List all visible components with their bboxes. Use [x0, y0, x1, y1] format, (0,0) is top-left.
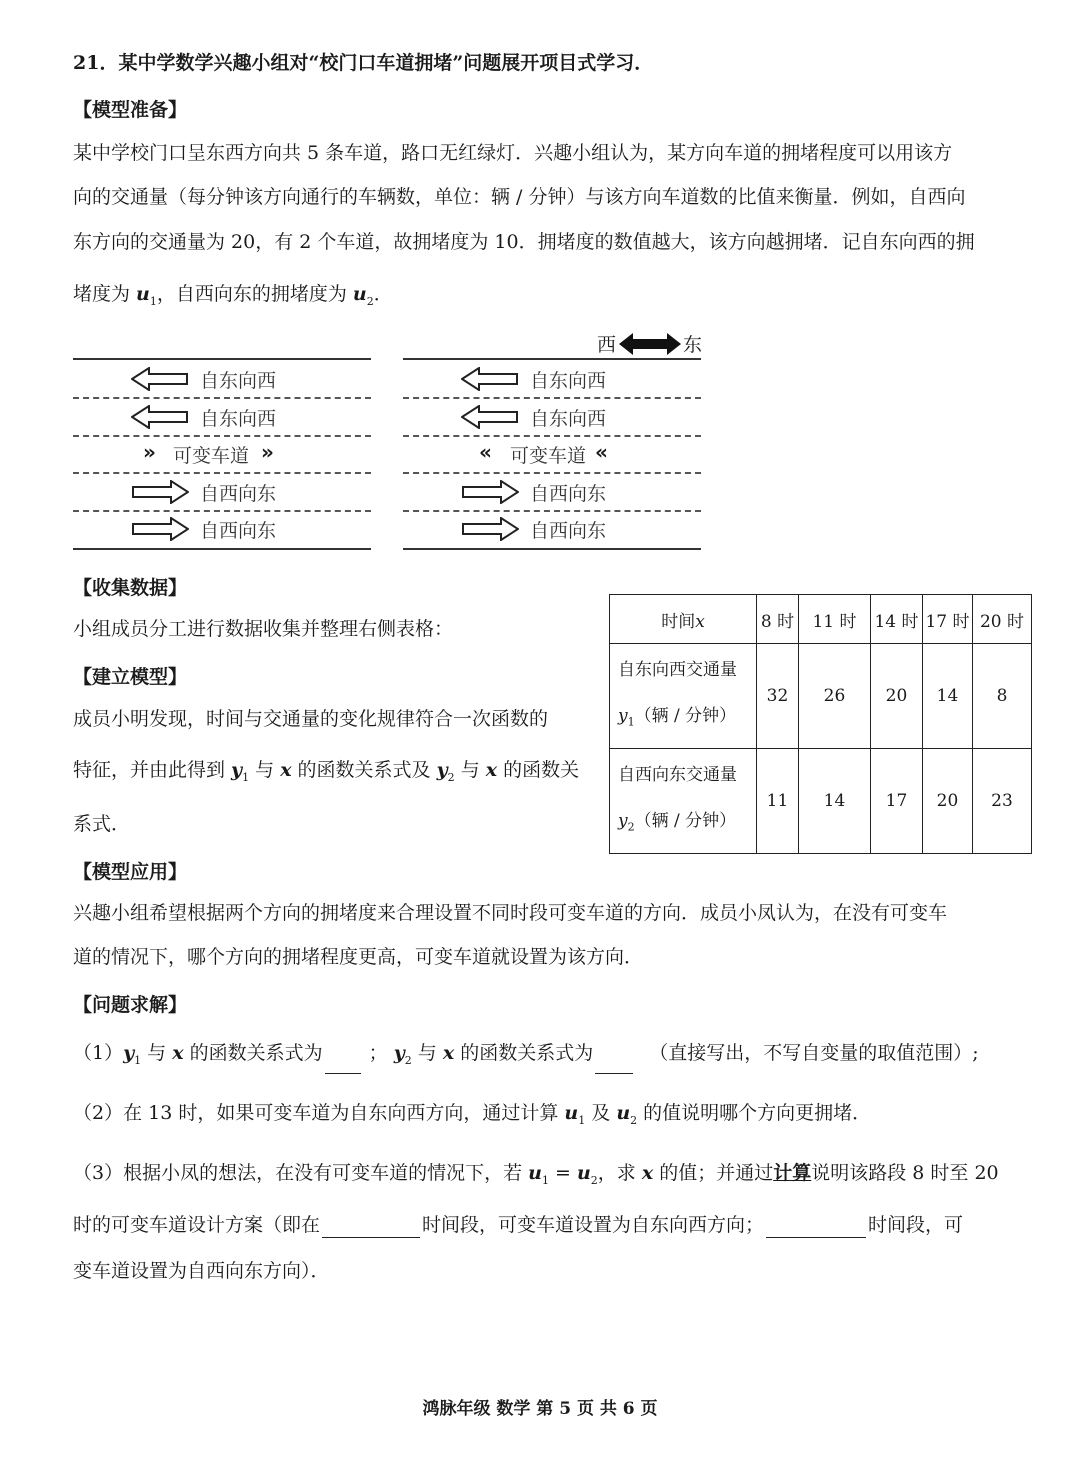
lane-west-to-east: 自西向东 — [73, 473, 371, 510]
question-3-line-2: 时的可变车道设计方案（即在 时间段，可变车道设置为自东向西方向； 时间段，可 — [73, 1214, 964, 1236]
prep-line-3: 东方向的交通量为 20，有 2 个车道，故拥堵度为 10．拥堵度的数值越大，该方向越拥堵．记自东向西的拥 — [73, 231, 975, 253]
lane-variable: « 可变车道 « — [479, 440, 608, 467]
answer-blank[interactable] — [325, 1053, 361, 1074]
table-cell: 26 — [799, 644, 871, 749]
answer-blank[interactable] — [595, 1053, 633, 1074]
right-arrow-icon — [131, 480, 189, 504]
question-2: （2）在 13 时，如果可变车道为自东向西方向，通过计算 $u_1$ 及 $u_2$ 的值说明哪个方向更拥堵． — [73, 1102, 872, 1127]
question-1: $(1)y_1$ 与 x 的函数关系式为 ； $y_2$ 与 x 的函数关系式为 （直接写出，不写自变量的取值范围）; — [73, 1040, 979, 1074]
compass — [597, 330, 707, 358]
section-model-apply: 【模型应用】 — [73, 861, 188, 883]
table-cell: 11 — [757, 749, 799, 854]
right-arrow-icon — [461, 517, 519, 541]
collect-text: 小组成员分工进行数据收集并整理右侧表格： — [73, 618, 454, 640]
table-row — [610, 644, 1032, 749]
table-row-label: 自东向西交通量 $y_1$（辆 / 分钟） — [610, 644, 757, 749]
lane-east-to-west: 自东向西 — [403, 360, 701, 397]
apply-line-1: 兴趣小组希望根据两个方向的拥堵度来合理设置不同时段可变车道的方向．成员小凤认为，在没有可变车 — [73, 902, 948, 924]
table-cell: 20 — [923, 749, 973, 854]
table-cell: 20 — [871, 644, 923, 749]
right-arrow-icon — [131, 517, 189, 541]
lane-west-to-east: 自西向东 — [403, 473, 701, 510]
chevron-right-icon: » — [261, 440, 274, 464]
table-header-time: 时间x — [610, 595, 757, 644]
lane-east-to-west: 自东向西 — [73, 360, 371, 397]
prep-line-1: 某中学校门口呈东西方向共 5 条车道，路口无红绿灯．兴趣小组认为，某方向车道的拥堵程度可以用该方 — [73, 142, 953, 164]
lane-variable: » 可变车道 » — [143, 440, 274, 467]
road-edge — [73, 548, 371, 550]
section-model-prep: 【模型准备】 — [73, 99, 188, 121]
table-cell: 14 — [923, 644, 973, 749]
section-collect-data: 【收集数据】 — [73, 577, 188, 599]
table-header-cell: 8 时 — [757, 595, 799, 644]
question-number: 21． — [73, 52, 119, 74]
table-cell: 32 — [757, 644, 799, 749]
table-header-cell: 20 时 — [973, 595, 1032, 644]
answer-blank[interactable] — [322, 1217, 420, 1238]
table-cell: 14 — [799, 749, 871, 854]
prep-line-4: 堵度为 $u_1$，自西向东的拥堵度为 $u_2$． — [73, 283, 393, 308]
road-diagram-left — [73, 358, 371, 550]
table-cell: 8 — [973, 644, 1032, 749]
left-arrow-icon — [461, 405, 519, 429]
table-header-cell: 17 时 — [923, 595, 973, 644]
chevron-left-icon: « — [595, 440, 608, 464]
question-3-line-1: （3）根据小凤的想法，在没有可变车道的情况下，若 $u_1 = u_2$，求 x 的值；并通过计算说明该路段 8 时至 20 — [73, 1162, 999, 1187]
traffic-data-table — [609, 594, 1032, 854]
compass-west-label: 西 — [597, 334, 617, 356]
answer-blank[interactable] — [766, 1217, 866, 1238]
section-build-model: 【建立模型】 — [73, 666, 188, 688]
left-arrow-icon — [461, 367, 519, 391]
table-cell: 23 — [973, 749, 1032, 854]
road-edge — [403, 548, 701, 550]
table-header-cell: 14 时 — [871, 595, 923, 644]
chevron-right-icon: » — [143, 440, 156, 464]
chevron-left-icon: « — [479, 440, 492, 464]
lane-west-to-east: 自西向东 — [73, 510, 371, 547]
page-footer: 鸿脉年级 数学 第 5 页 共 6 页 — [422, 1399, 658, 1419]
build-line-3: 系式． — [73, 813, 131, 835]
question-3-line-3: 变车道设置为自西向东方向）． — [73, 1260, 330, 1282]
lane-east-to-west: 自东向西 — [73, 398, 371, 435]
compass-east-label: 东 — [683, 334, 703, 356]
build-line-2: 特征，并由此得到 $y_1$ 与 x 的函数关系式及 $y_2$ 与 x 的函数关 — [73, 759, 580, 784]
double-arrow-icon — [619, 332, 681, 356]
section-problem-solve: 【问题求解】 — [73, 994, 188, 1016]
road-diagram-right — [403, 358, 701, 550]
question-title-text: 某中学数学兴趣小组对“校门口车道拥堵”问题展开项目式学习． — [118, 52, 654, 74]
left-arrow-icon — [131, 405, 189, 429]
question-title — [73, 50, 653, 76]
left-arrow-icon — [131, 367, 189, 391]
table-header-cell: 11 时 — [799, 595, 871, 644]
lane-west-to-east: 自西向东 — [403, 510, 701, 547]
table-cell: 17 — [871, 749, 923, 854]
build-line-1: 成员小明发现，时间与交通量的变化规律符合一次函数的 — [73, 708, 549, 730]
table-row — [610, 749, 1032, 854]
table-header-row — [610, 595, 1032, 644]
table-row-label: 自西向东交通量 $y_2$（辆 / 分钟） — [610, 749, 757, 854]
apply-line-2: 道的情况下，哪个方向的拥堵程度更高，可变车道就设置为该方向． — [73, 946, 644, 968]
right-arrow-icon — [461, 480, 519, 504]
prep-line-2: 向的交通量（每分钟该方向通行的车辆数，单位：辆 / 分钟）与该方向车道数的比值来衡量．例如，自西向 — [73, 186, 966, 208]
lane-east-to-west: 自东向西 — [403, 398, 701, 435]
